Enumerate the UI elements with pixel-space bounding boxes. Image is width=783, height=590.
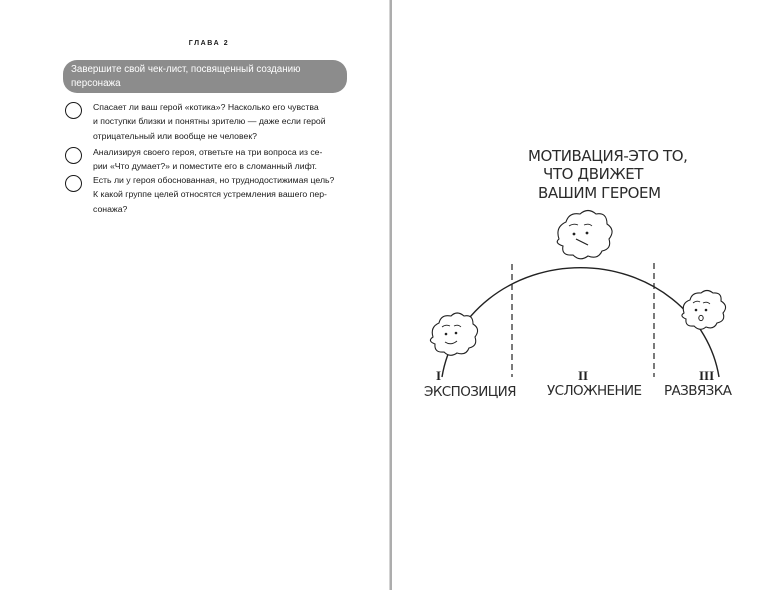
hero-face-icon-right bbox=[682, 291, 726, 330]
hero-face-icon-left bbox=[430, 313, 477, 355]
checkbox-circle-icon[interactable] bbox=[65, 147, 82, 164]
title-line: МОТИВАЦИЯ-ЭТО ТО, bbox=[528, 147, 688, 165]
text-line: отрицательный или вообще не человек? bbox=[93, 130, 257, 141]
text-line: Спасает ли ваш герой «котика»? Насколько его чувства bbox=[93, 102, 319, 112]
title-line: ЧТО ДВИЖЕТ bbox=[543, 165, 644, 183]
text-line: Анализируя своего героя, ответьте на три вопроса из се- bbox=[93, 147, 323, 157]
text-line: К какой группе целей относятся устремления вашего пер- bbox=[93, 189, 327, 200]
section-label: ЭКСПОЗИЦИЯ bbox=[424, 384, 516, 400]
text-line: рии «Что думает?» и поместите его в сломанный лифт. bbox=[93, 161, 317, 172]
checklist-banner: Завершите свой чек-лист, посвященный созданию персонажа bbox=[63, 60, 347, 93]
checkbox-circle-icon[interactable] bbox=[65, 175, 82, 192]
right-page bbox=[392, 0, 783, 590]
story-arc-illustration bbox=[392, 0, 783, 590]
checklist-item-text bbox=[93, 145, 355, 174]
section-numeral: III bbox=[699, 368, 715, 383]
hero-face-icon-top bbox=[557, 211, 612, 259]
left-page bbox=[0, 0, 390, 590]
checkbox-circle-icon[interactable] bbox=[65, 102, 82, 119]
text-line: и поступки близки и понятны зрителю — даже если герой bbox=[93, 116, 326, 127]
text-line: сонажа? bbox=[93, 203, 128, 214]
text-line: Есть ли у героя обоснованная, но труднодостижимая цель? bbox=[93, 175, 335, 185]
chapter-header: ГЛАВА 2 bbox=[188, 40, 230, 47]
section-numeral: II bbox=[578, 368, 589, 383]
title-line: ВАШИМ ГЕРОЕМ bbox=[538, 184, 661, 202]
story-arc-line bbox=[442, 268, 719, 377]
checklist-item-text bbox=[93, 173, 355, 216]
section-label: УСЛОЖНЕНИЕ bbox=[547, 383, 642, 399]
section-label: РАЗВЯЗКА bbox=[664, 383, 732, 399]
checklist-item-text bbox=[93, 100, 355, 143]
section-numeral: I bbox=[436, 368, 442, 383]
